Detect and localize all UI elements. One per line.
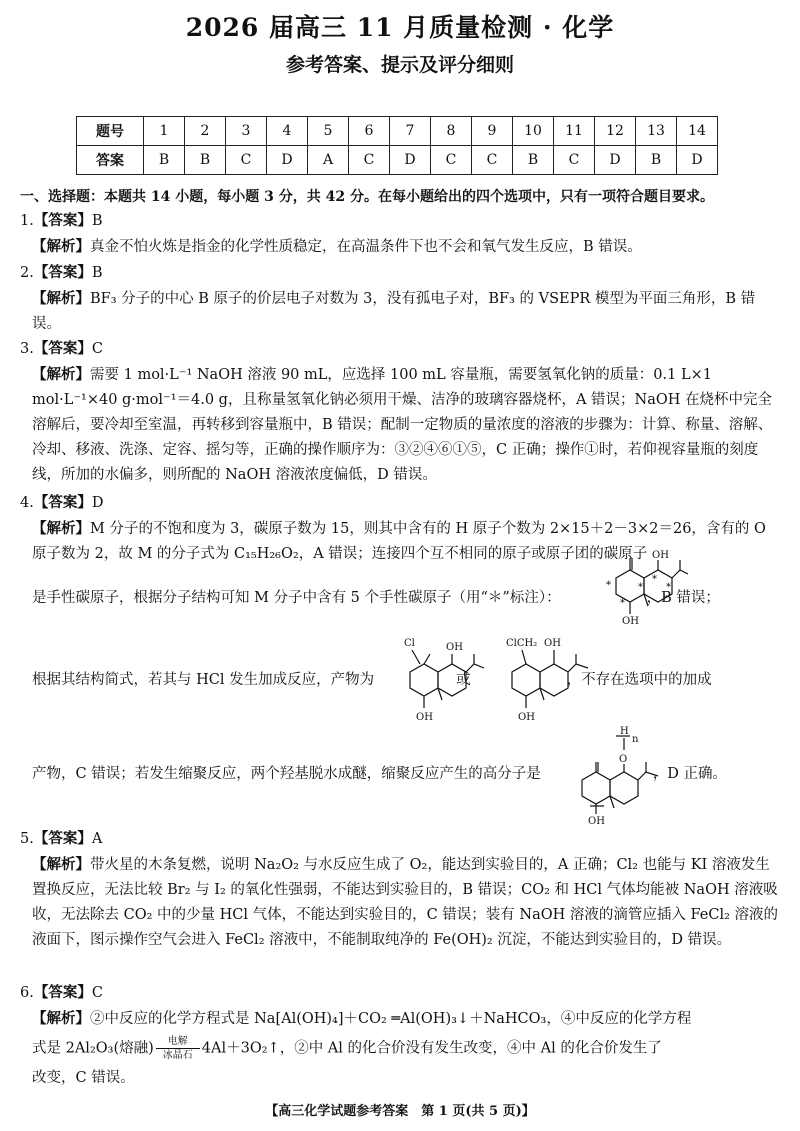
q6-answer: C [91,985,103,1001]
q4-exp-text-4: 产物，C 错误；若发生缩聚反应，两个羟基脱水成醚，缩聚反应产生的高分子是 [32,766,541,782]
methyl-bond [424,654,430,664]
table-cell-number: 2 [185,117,226,146]
q4-exp-text-1: M 分子的不饱和度为 3，碳原子数为 15，则其中含有的 H 原子个数为 2×15＋2－3×2＝26，含有的 O 原子数为 2，故 M 的分子式为 C₁₅H₂₆O₂，A 错误；连接四个互不相同的原子或原子团的碳原子 [32,521,766,562]
q6-explanation-part1 [32,1006,691,1032]
q5-number: 5. [20,831,34,847]
table-cell-answer: B [144,146,185,175]
q5-answer-line [20,826,102,852]
table-cell-number: 13 [636,117,677,146]
table-cell-answer: B [513,146,554,175]
table-cell-answer: B [636,146,677,175]
bottom-oh-label: OH [622,616,639,627]
q4-answer-label: 【答案】 [33,494,92,511]
q1-answer: B [91,213,103,229]
table-cell-number: 1 [144,117,185,146]
q6-answer-label: 【答案】 [33,984,92,1001]
q6-exp-text-1: ②中反应的化学方程式是 Na[Al(OH)₄]＋CO₂ ═Al(OH)₃↓＋NaHCO₃，④中反应的化学方程 [90,1011,692,1027]
q3-answer-label: 【答案】 [33,340,92,357]
ring-a [582,772,610,804]
table-cell-number: 12 [595,117,636,146]
table-cell-answer: D [390,146,431,175]
q6-exp-text-2a: 式是 2Al₂O₃(熔融) [32,1040,154,1057]
cl-bond [412,650,420,664]
q4-exp-label: 【解析】 [32,520,90,537]
table-cell-answer: C [431,146,472,175]
table-header-number: 题号 [77,117,144,146]
table-cell-answer: D [595,146,636,175]
isopropyl [638,772,658,780]
polymer-structure-diagram [570,722,680,828]
chiral-star: * [652,574,657,585]
q2-exp-label: 【解析】 [32,290,90,307]
q4-exp-or: 或 [456,672,471,688]
bottom-oh-label: OH [416,712,433,723]
table-cell-answer: D [267,146,308,175]
q4-exp-text-2-end: ，B 错误； [646,590,720,606]
oh-label: OH [544,638,561,649]
hcl-product-1-diagram [398,636,488,726]
q2-explanation [32,286,780,337]
table-cell-number: 10 [513,117,554,146]
q2-answer-line [20,260,103,286]
q3-answer: C [91,341,103,357]
table-cell-number: 5 [308,117,349,146]
table-cell-number: 14 [677,117,718,146]
ring-b [540,664,568,696]
table-cell-answer: C [226,146,267,175]
q3-exp-label: 【解析】 [32,366,90,383]
q1-answer-label: 【答案】 [33,212,92,229]
q6-exp-label: 【解析】 [32,1010,90,1027]
chiral-star: * [606,580,611,591]
chiral-star: * [620,598,625,609]
q5-answer-label: 【答案】 [33,830,92,847]
q2-number: 2. [20,265,34,281]
table-cell-number: 8 [431,117,472,146]
table-cell-answer: A [308,146,349,175]
q4-number: 4. [20,495,34,511]
q1-answer-line [20,208,103,234]
q6-explanation-part3 [32,1066,135,1091]
q4-explanation-part3 [32,668,712,693]
reaction-condition [156,1036,200,1061]
table-cell-number: 6 [349,117,390,146]
table-header-answer: 答案 [77,146,144,175]
isopropyl [466,664,484,672]
table-cell-answer: B [185,146,226,175]
oh-label: OH [652,550,669,561]
q1-explanation [32,234,780,260]
bottom-oh-label: OH [518,712,535,723]
answer-table-number-row [77,117,718,146]
table-cell-answer: C [472,146,513,175]
q1-exp-label: 【解析】 [32,238,90,255]
section-heading: 一、选择题：本题共 14 小题，每小题 3 分，共 42 分。在每小题给出的四个选项中，只有一项符合题目要求。 [20,189,714,205]
table-cell-number: 11 [554,117,595,146]
q6-exp-text-2b: 4Al＋3O₂↑，②中 Al 的化合价没有发生改变，④中 Al 的化合价发生了 [201,1040,662,1057]
n-label: n [632,734,639,745]
q5-exp-label: 【解析】 [32,856,90,873]
page-subtitle: 参考答案、提示及评分细则 [285,54,514,76]
q3-exp-text: 需要 1 mol·L⁻¹ NaOH 溶液 90 mL，应选择 100 mL 容量瓶，需要氢氧化钠的质量：0.1 L×1 mol·L⁻¹×40 g·mol⁻¹＝4.0 g，且称量氢氧化钠必须用干燥、洁净的玻璃容器烧杯，A 错误；NaOH 在烧杯中完全溶解后，要冷却至室温，再转移到容量瓶中，B 错误；配制一定物质的量浓度的溶液的步骤为：计算、称量、溶解、冷却、移液、洗涤、定容、摇匀等，正确的操作顺序为：③②④⑥①⑤，C 正确；操作①时，若仰视容量瓶的刻度线，所加的水偏多，则所配的 NaOH 溶液浓度偏低，D 错误。 [32,367,773,483]
table-cell-number: 7 [390,117,431,146]
table-cell-number: 3 [226,117,267,146]
table-cell-number: 4 [267,117,308,146]
q6-answer-line [20,980,103,1006]
cl-label: Cl [404,638,415,649]
q2-answer: B [91,265,103,281]
q6-explanation-part2 [32,1036,662,1062]
q2-answer-label: 【答案】 [33,264,92,281]
q4-exp-text-3-end: ，不存在选项中的加成 [566,672,712,688]
o-label: O [619,754,628,765]
chiral-structure-diagram [594,548,690,638]
q6-number: 6. [20,985,34,1001]
q5-exp-text: 带火星的木条复燃，说明 Na₂O₂ 与水反应生成了 O₂，能达到实验目的，A 正确；Cl₂ 也能与 KI 溶液发生置换反应，无法比较 Br₂ 与 I₂ 的氧化性强弱，不能达到实验目的，B 错误；CO₂ 和 HCl 气体均能被 NaOH 溶液吸收，无法除去 CO₂ 中的少量 HCl 气体，不能达到实验目的，C 错误；装有 NaOH 溶液的滴管应插入 FeCl₂ 溶液的液面下，图示操作空气会进入 FeCl₂ 溶液中，不能制取纯净的 Fe(OH)₂ 沉淀，不能达到实验目的，D 错误。 [32,857,779,948]
q4-exp-text-2: 是手性碳原子，根据分子结构可知 M 分子中含有 5 个手性碳原子（用“＊”标注）： [32,590,561,606]
ring-b [610,772,638,804]
condition-bottom: 冰晶石 [162,1050,193,1061]
ring-b [438,664,466,696]
oh-label: OH [446,642,463,653]
q3-answer-line [20,336,103,362]
ring-a [512,664,540,696]
ring-a [410,664,438,696]
page-title: 2026 届高三 11 月质量检测 · 化学 [185,13,615,42]
q5-answer: A [91,831,103,847]
reaction-arrow [156,1048,200,1049]
bottom-oh-label: OH [588,816,605,827]
answer-table [76,116,718,175]
table-cell-answer: D [677,146,718,175]
page-footer: 【高三化学试题参考答案 第 1 页(共 5 页)】 [265,1104,535,1119]
hcl-product-2-diagram [500,636,600,726]
q2-exp-text: BF₃ 分子的中心 B 原子的价层电子对数为 3，没有孤电子对，BF₃ 的 VSEPR 模型为平面三角形，B 错误。 [32,291,756,332]
answer-table-answer-row [77,146,718,175]
table-cell-number: 9 [472,117,513,146]
q4-answer: D [91,495,104,511]
q4-answer-line [20,490,103,516]
isopropyl [672,570,688,578]
chiral-star: * [666,582,671,593]
q3-number: 3. [20,341,34,357]
q5-explanation [32,852,780,953]
table-cell-answer: C [349,146,390,175]
q4-exp-text-3: 根据其结构简式，若其与 HCl 发生加成反应，产物为 [32,672,375,688]
clch2-label: ClCH₂ [506,638,538,649]
q6-exp-text-3: 改变，C 错误。 [32,1070,135,1086]
q4-exp-text-4-end: ，D 正确。 [652,766,727,782]
table-cell-answer: C [554,146,595,175]
h-label: H [620,726,629,737]
q1-exp-text: 真金不怕火炼是指金的化学性质稳定，在高温条件下也不会和氧气发生反应，B 错误。 [90,239,642,255]
q1-number: 1. [20,213,34,229]
chiral-star: * [638,582,643,593]
isopropyl [568,664,588,672]
q3-explanation [32,362,780,488]
clch2-bond [522,650,526,664]
condition-top: 电解 [167,1036,188,1047]
